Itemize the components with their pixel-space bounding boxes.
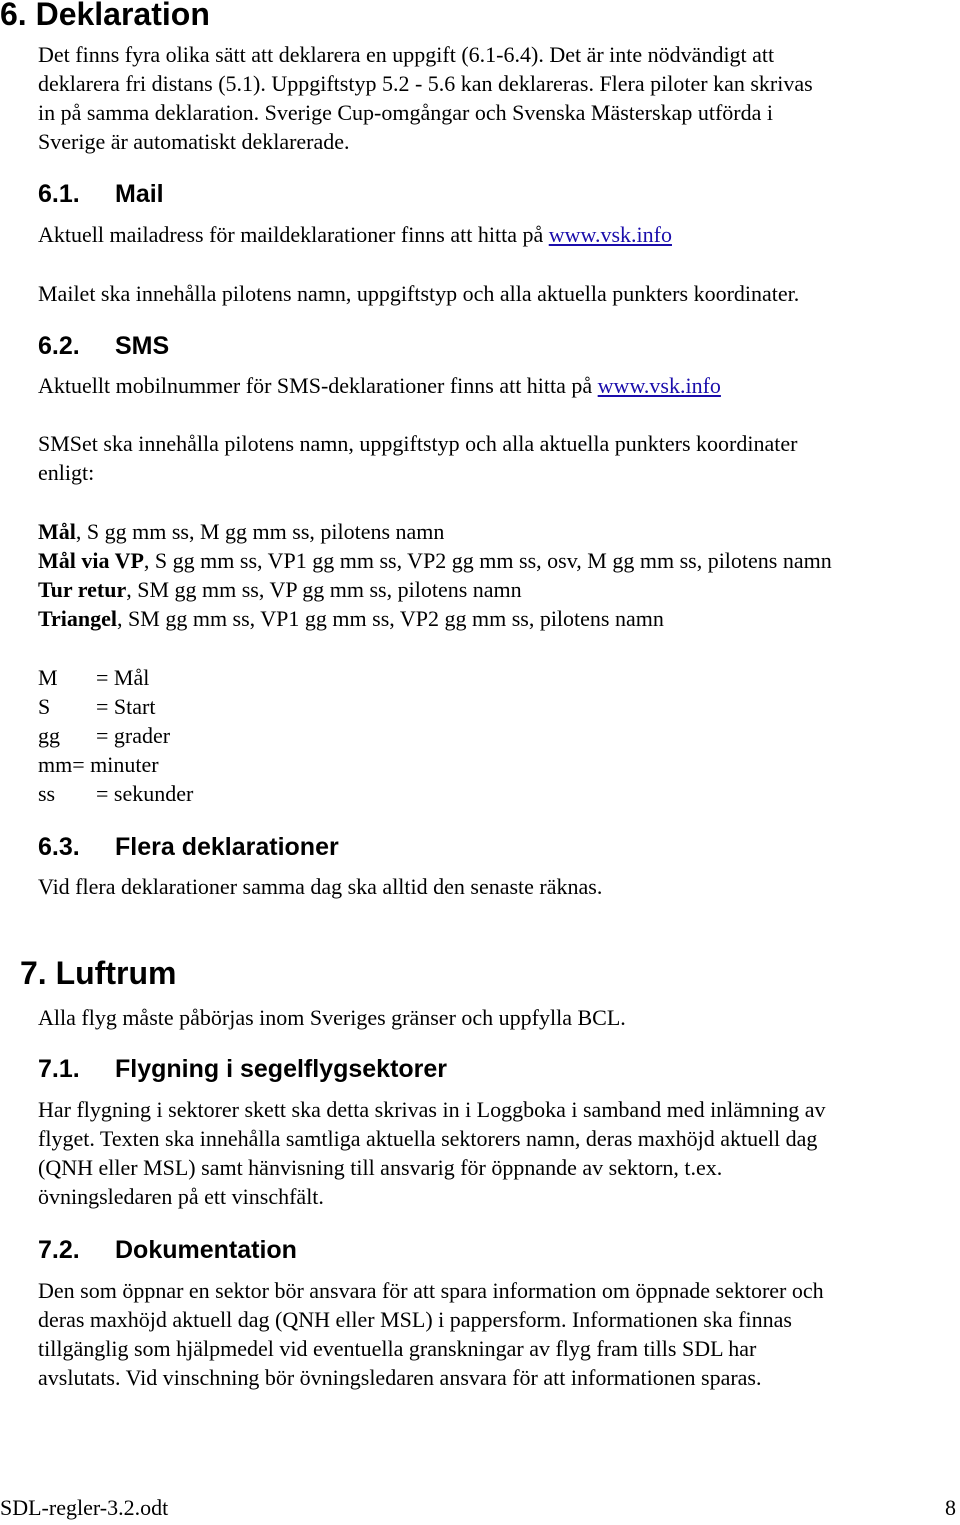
section-6-2-heading	[38, 332, 169, 361]
format-text: , SM gg mm ss, VP1 gg mm ss, VP2 gg mm ss, pilotens namn	[117, 606, 664, 631]
mail-address-line	[38, 220, 672, 249]
vsk-link[interactable]: www.vsk.info	[548, 222, 672, 247]
legend-item	[38, 779, 193, 808]
format-text: , S gg mm ss, M gg mm ss, pilotens namn	[75, 519, 445, 544]
legend-key: mm	[38, 752, 73, 777]
section-number: 6.3.	[38, 833, 80, 861]
intro-line: Det finns fyra olika sätt att deklarera en uppgift (6.1-6.4). Det är inte nödvändigt att	[38, 42, 775, 67]
format-line	[38, 604, 664, 633]
multi-declaration-line: Vid flera deklarationer samma dag ska alltid den senaste räknas.	[38, 874, 603, 899]
section-6-1-heading	[38, 180, 164, 209]
section-title: SMS	[115, 332, 170, 360]
legend-value: = grader	[96, 723, 171, 748]
format-label: Mål via VP	[38, 548, 144, 573]
legend-item	[38, 692, 155, 721]
section-title: Mail	[115, 180, 164, 208]
section-title: Flygning i segelflygsektorer	[115, 1055, 448, 1083]
format-line	[38, 546, 832, 575]
format-label: Tur retur	[38, 577, 127, 602]
sms-number-line	[38, 371, 721, 400]
section-7-1-heading	[38, 1055, 447, 1084]
section-number: 7.2.	[38, 1236, 80, 1264]
sms-content-line: SMSet ska innehålla pilotens namn, uppgiftstyp och alla aktuella punkters koordinater	[38, 431, 798, 456]
legend-value: = Mål	[96, 665, 150, 690]
format-label: Mål	[38, 519, 76, 544]
section-6-heading: 6. Deklaration	[0, 0, 210, 32]
sector-para-line: (QNH eller MSL) samt hänvisning till ansvarig för öppnande av sektorn, t.ex.	[38, 1155, 723, 1180]
section-title: Flera deklarationer	[115, 833, 339, 861]
legend-value: = minuter	[72, 752, 159, 777]
footer-filename: SDL-regler-3.2.odt	[0, 1495, 169, 1520]
intro-line: in på samma deklaration. Sverige Cup-omgångar och Svenska Mästerskap utförda i	[38, 100, 773, 125]
mail-address-text: Aktuell mailadress för maildeklarationer finns att hitta på	[38, 222, 549, 247]
legend-key: gg	[38, 723, 60, 748]
mail-content-line: Mailet ska innehålla pilotens namn, uppgiftstyp och alla aktuella punkters koordinater.	[38, 281, 800, 306]
section-number: 6.1.	[38, 180, 80, 208]
section-7-2-heading	[38, 1236, 297, 1265]
documentation-para-line: avslutats. Vid vinschning bör övningsledaren ansvara för att informationen sparas.	[38, 1365, 762, 1390]
sector-para-line: Har flygning i sektorer skett ska detta skrivas in i Loggboka i samband med inlämning av	[38, 1097, 826, 1122]
sms-content-line: enligt:	[38, 460, 95, 485]
airspace-intro-line: Alla flyg måste påbörjas inom Sveriges gränser och uppfylla BCL.	[38, 1005, 626, 1030]
legend-value: = sekunder	[96, 781, 194, 806]
legend-key: ss	[38, 781, 56, 806]
section-title: Dokumentation	[115, 1236, 297, 1264]
section-number: 6.2.	[38, 332, 80, 360]
format-line	[38, 517, 444, 546]
section-6-3-heading	[38, 833, 339, 862]
format-line	[38, 575, 522, 604]
section-7-heading: 7. Luftrum	[20, 955, 177, 991]
legend-value: = Start	[96, 694, 156, 719]
format-label: Triangel	[38, 606, 118, 631]
sector-para-line: flyget. Texten ska innehålla samtliga aktuella sektorers namn, deras maxhöjd aktuell dag	[38, 1126, 818, 1151]
format-text: , S gg mm ss, VP1 gg mm ss, VP2 gg mm ss, osv, M gg mm ss, pilotens namn	[143, 548, 832, 573]
documentation-para-line: deras maxhöjd aktuell dag (QNH eller MSL) i pappersform. Informationen ska finnas	[38, 1307, 792, 1332]
footer-page-number: 8	[945, 1495, 956, 1520]
documentation-para-line: tillgänglig som hjälpmedel vid eventuella granskningar av flyg fram tills SDL har	[38, 1336, 757, 1361]
section-number: 7.1.	[38, 1055, 80, 1083]
legend-key: S	[38, 694, 51, 719]
sector-para-line: övningsledaren på ett vinschfält.	[38, 1184, 324, 1209]
legend-item	[38, 721, 170, 750]
legend-item	[38, 750, 159, 779]
legend-item	[38, 663, 149, 692]
format-text: , SM gg mm ss, VP gg mm ss, pilotens namn	[126, 577, 522, 602]
intro-line: deklarera fri distans (5.1). Uppgiftstyp 5.2 - 5.6 kan deklareras. Flera piloter kan skrivas	[38, 71, 813, 96]
documentation-para-line: Den som öppnar en sektor bör ansvara för att spara information om öppnade sektorer och	[38, 1278, 824, 1303]
intro-line: Sverige är automatiskt deklarerade.	[38, 129, 350, 154]
sms-number-text: Aktuellt mobilnummer för SMS-deklarationer finns att hitta på	[38, 373, 598, 398]
legend-key: M	[38, 665, 58, 690]
vsk-link[interactable]: www.vsk.info	[597, 373, 721, 398]
